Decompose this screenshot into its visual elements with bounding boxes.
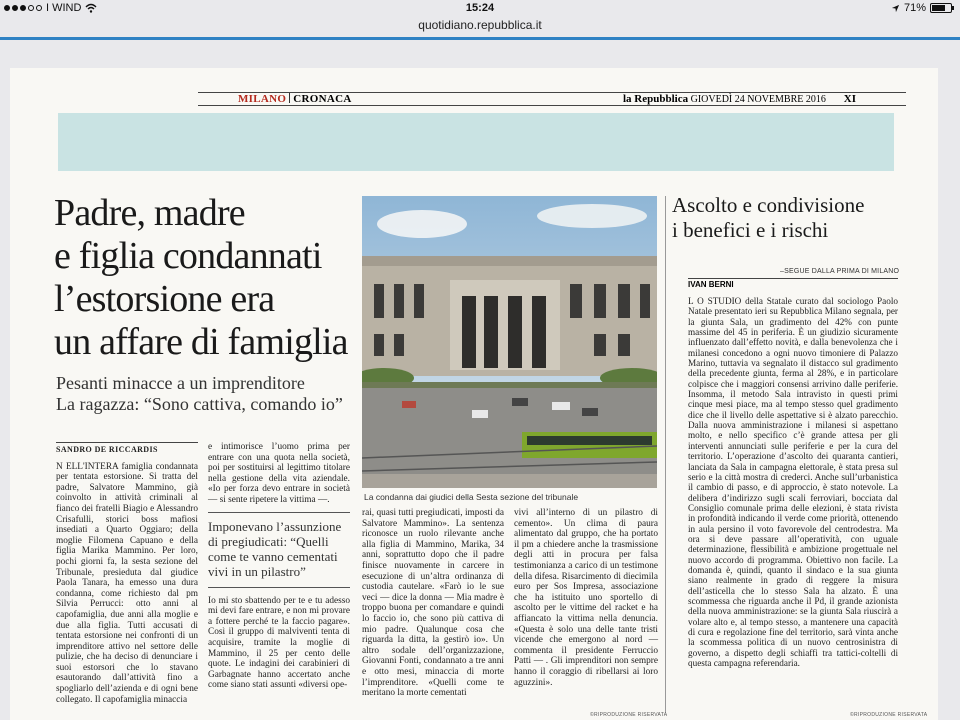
- headline-line: un affare di famiglia: [54, 321, 348, 363]
- side-headline-line: Ascolto e condivisione: [672, 193, 865, 217]
- side-headline-line: i benefici e i rischi: [672, 218, 829, 242]
- main-headline: [54, 192, 359, 364]
- courthouse-photo-image: [362, 196, 657, 488]
- subheadline-line: Pesanti minacce a un imprenditore: [56, 373, 305, 393]
- continued-from: –SEGUE DALLA PRIMA DI MILANO: [780, 268, 900, 275]
- column-text: e intimorisce l’uomo prima per entrare con una quota nella società, poi per sostituirsi al legittimo titolare nella gestione della vita aziendale. «Io per forza devo entrare in società — si sente ripetere la vittima —.: [208, 442, 350, 505]
- headline-line: e figlia condannati: [54, 235, 322, 277]
- address-bar[interactable]: [0, 18, 960, 36]
- side-byline: IVAN BERNI: [688, 278, 898, 289]
- pull-quote: Imponevano l’assunzione di pregiudicati: “Quelli come te vanno cementati vivi in un pilastro”: [208, 512, 350, 588]
- article-column-4: [514, 508, 658, 688]
- column-divider: [665, 196, 666, 712]
- battery-icon: [930, 3, 952, 13]
- copyright-side: ©RIPRODUZIONE RISERVATA: [850, 712, 928, 718]
- section-cronaca: CRONACA: [293, 93, 352, 105]
- photo-caption: La condanna dai giudici della Sesta sezione del tribunale: [364, 492, 579, 502]
- ad-banner: [58, 113, 894, 171]
- headline-line: Padre, madre: [54, 192, 245, 234]
- side-headline: [672, 193, 912, 243]
- column-text: L O STUDIO della Statale curato dal sociologo Paolo Natale presentato ieri su Repubblica Milano segnala, per la giunta Sala, un gradimento del 42% con punte massime del 45 in periferia. È un giudizio sicuramente influenzato dall’effetto novità, e dalla benevolenza che i milanesi concedono a ogni nuovo timoniere di Palazzo Marino, tuttavia va segnalato il distacco sul gradimento della precedente giunta, ferma al 28%, e in particolare colpisce che i maggiori consensi arrivino dalle periferie. Insomma, il metodo Sala intravisto in questi primi cinque mesi piace, ma al tempo stesso quel gradimento dice che il livello delle aspettative si è alzato parecchio. Dalla nuova amministrazione i milanesi si aspettano molto, e nello specifico c’è grande attesa per gli interventi annunciati sulle periferie e per la cura del territorio. L’operazione d’ascolto dei quaranta cantieri, lanciata da Sala in campagna elettorale, è stata presa sul serio e la città mostra di crederci. Anche sull’urbanistica il cambio di passo, e di approccio, è stato notevole. La delibera d’indirizzo sugli scali ferroviari, bocciata dal Consiglio comunale prima delle elezioni, è stata rivista in profondità indicando il verde come priorità, ottenendo in aula persino il voto favorevole del centrodestra. Ma ora si deve passare all’operatività, con uguale determinazione, flessibilità e ambizione progettuale nel nuovo accordo di programma. Obiettivo non facile. La domanda è, quindi, quanto il sindaco e la sua giunta siano realmente in grado di reggere la misura dell’asticella che lo stesso Sala ha alzato. È una scommessa che riguarda anche il Pd, il grande azionista della nuova amministrazione: se la giunta Sala riuscirà a volare alto e, al tempo stesso, a mantenere una capacità di cura e regolazione fine del territorio, sarà vinta anche la scommessa politica di un nuovo centrosinistra di governo, a dispetto degli schiaffi tra tattici-coltelli di questa campagna referendaria.: [688, 296, 898, 669]
- battery-percent: 71%: [903, 2, 926, 14]
- column-text: Io mi sto sbattendo per te e tu adesso mi devi fare entrare, e non mi provare a fottere perché te la faccio pagare». Così il gruppo di malviventi tenta di acquisire, tramite la moglie di Mammino, il 25 per cento delle quote. Le indagini dei carabinieri di Garbagnate hanno accertato anche come siano stati assunti «diversi ope-: [208, 595, 350, 691]
- status-right: [891, 2, 952, 14]
- url-text: quotidiano.repubblica.it: [418, 18, 542, 32]
- copyright-main: ©RIPRODUZIONE RISERVATA: [590, 712, 668, 718]
- carrier-label: I WIND: [46, 2, 82, 14]
- issue-date: GIOVEDÌ 24 NOVEMBRE 2016: [690, 94, 826, 105]
- courthouse-photo: [362, 196, 657, 488]
- column-text: vivi all’interno di un pilastro di cemento». Un clima di paura alimentato dal gruppo, che ha portato il pm a chiedere anche la trasmissione degli atti in procura per falsa testimonianza a carico di un testimone della difesa. Risarcimento di diecimila euro per Sos Impresa, associazione che ha istituito uno sportello di ascolto per le vittime del racket e ha affiancato la vittima nella denuncia. «Questa è solo una delle tante tristi vicende che emergono al nord — commenta il presidente Ferruccio Patti — . Gli imprenditori non sempre hanno il coraggio di ribellarsi ai loro aguzzini».: [514, 508, 658, 688]
- progress-divider: [0, 37, 960, 40]
- newspaper-brand: [623, 93, 826, 105]
- status-bar: [0, 0, 960, 18]
- section-label: [238, 93, 352, 105]
- subheadline-line: La ragazza: “Sono cattiva, comando io”: [56, 394, 343, 414]
- section-milano: MILANO: [238, 93, 287, 105]
- main-subheadline: [56, 373, 376, 415]
- location-arrow-icon: [891, 4, 900, 13]
- article-column-2: [208, 442, 350, 691]
- brand-name: la Repubblica: [623, 93, 689, 105]
- side-article-text: [688, 296, 898, 668]
- column-text: rai, quasi tutti pregiudicati, imposti da Salvatore Mammino». La sentenza riconosce un ruolo rilevante anche alla figlia di Mammino, Marika, 34 anni, soprattutto dopo che il padre finisce nuovamente in carcere in esecuzione di un’altra ordinanza di custodia cautelare. «Farò io le sue veci — dice la donna — Mia madre è troppo buona per comandare e quindi lo faccio io, che sono più cattiva di mio padre. Qualunque cosa che riguarda la ditta, la gestirò io». Un altro sodale dell’organizzazione, Giovanni Fonti, condannato a tre anni e otto mesi, minaccia di morte l’imprenditore. «Quelli come te meritano la morte cementati: [362, 508, 504, 699]
- article-column-3: [362, 508, 504, 699]
- page-header: [198, 92, 906, 106]
- page-number: XI: [843, 93, 856, 105]
- article-column-1: [56, 442, 198, 705]
- clock: 15:24: [465, 2, 495, 14]
- column-text: N ELL'INTERA famiglia condannata per tentata estorsione. Si tratta del padre, Salvatore Mammino, già coinvolto in attività criminali al fianco dei fratelli Biagio e Alessandro Crisafulli, storici boss mafiosi insediati a Quarto Oggiaro; della moglie Filomena Capuano e della figlia Marika Mammino. Per loro, pochi giorni fa, la sesta sezione del Tribunale, presieduta dal giudice Paola Tanara, ha emesso una dura condanna, come richiesto dal pm Silvia Perrucci: otto anni al capofamiglia, due anni alla moglie e due alla figlia. Tutti accusati di tentata estorsione nei confronti di un imprenditore attivo nel settore delle pulizie, che ha deciso di denunciare i suoi estorsori che lo stavano esautorando dall’attività fino a spogliarlo dell’azienda e di ogni bene collegato. Il capofamiglia minaccia: [56, 461, 198, 705]
- newspaper-page: [10, 68, 938, 720]
- headline-line: l’estorsione era: [54, 278, 275, 320]
- byline: SANDRO DE RICCARDIS: [56, 442, 198, 456]
